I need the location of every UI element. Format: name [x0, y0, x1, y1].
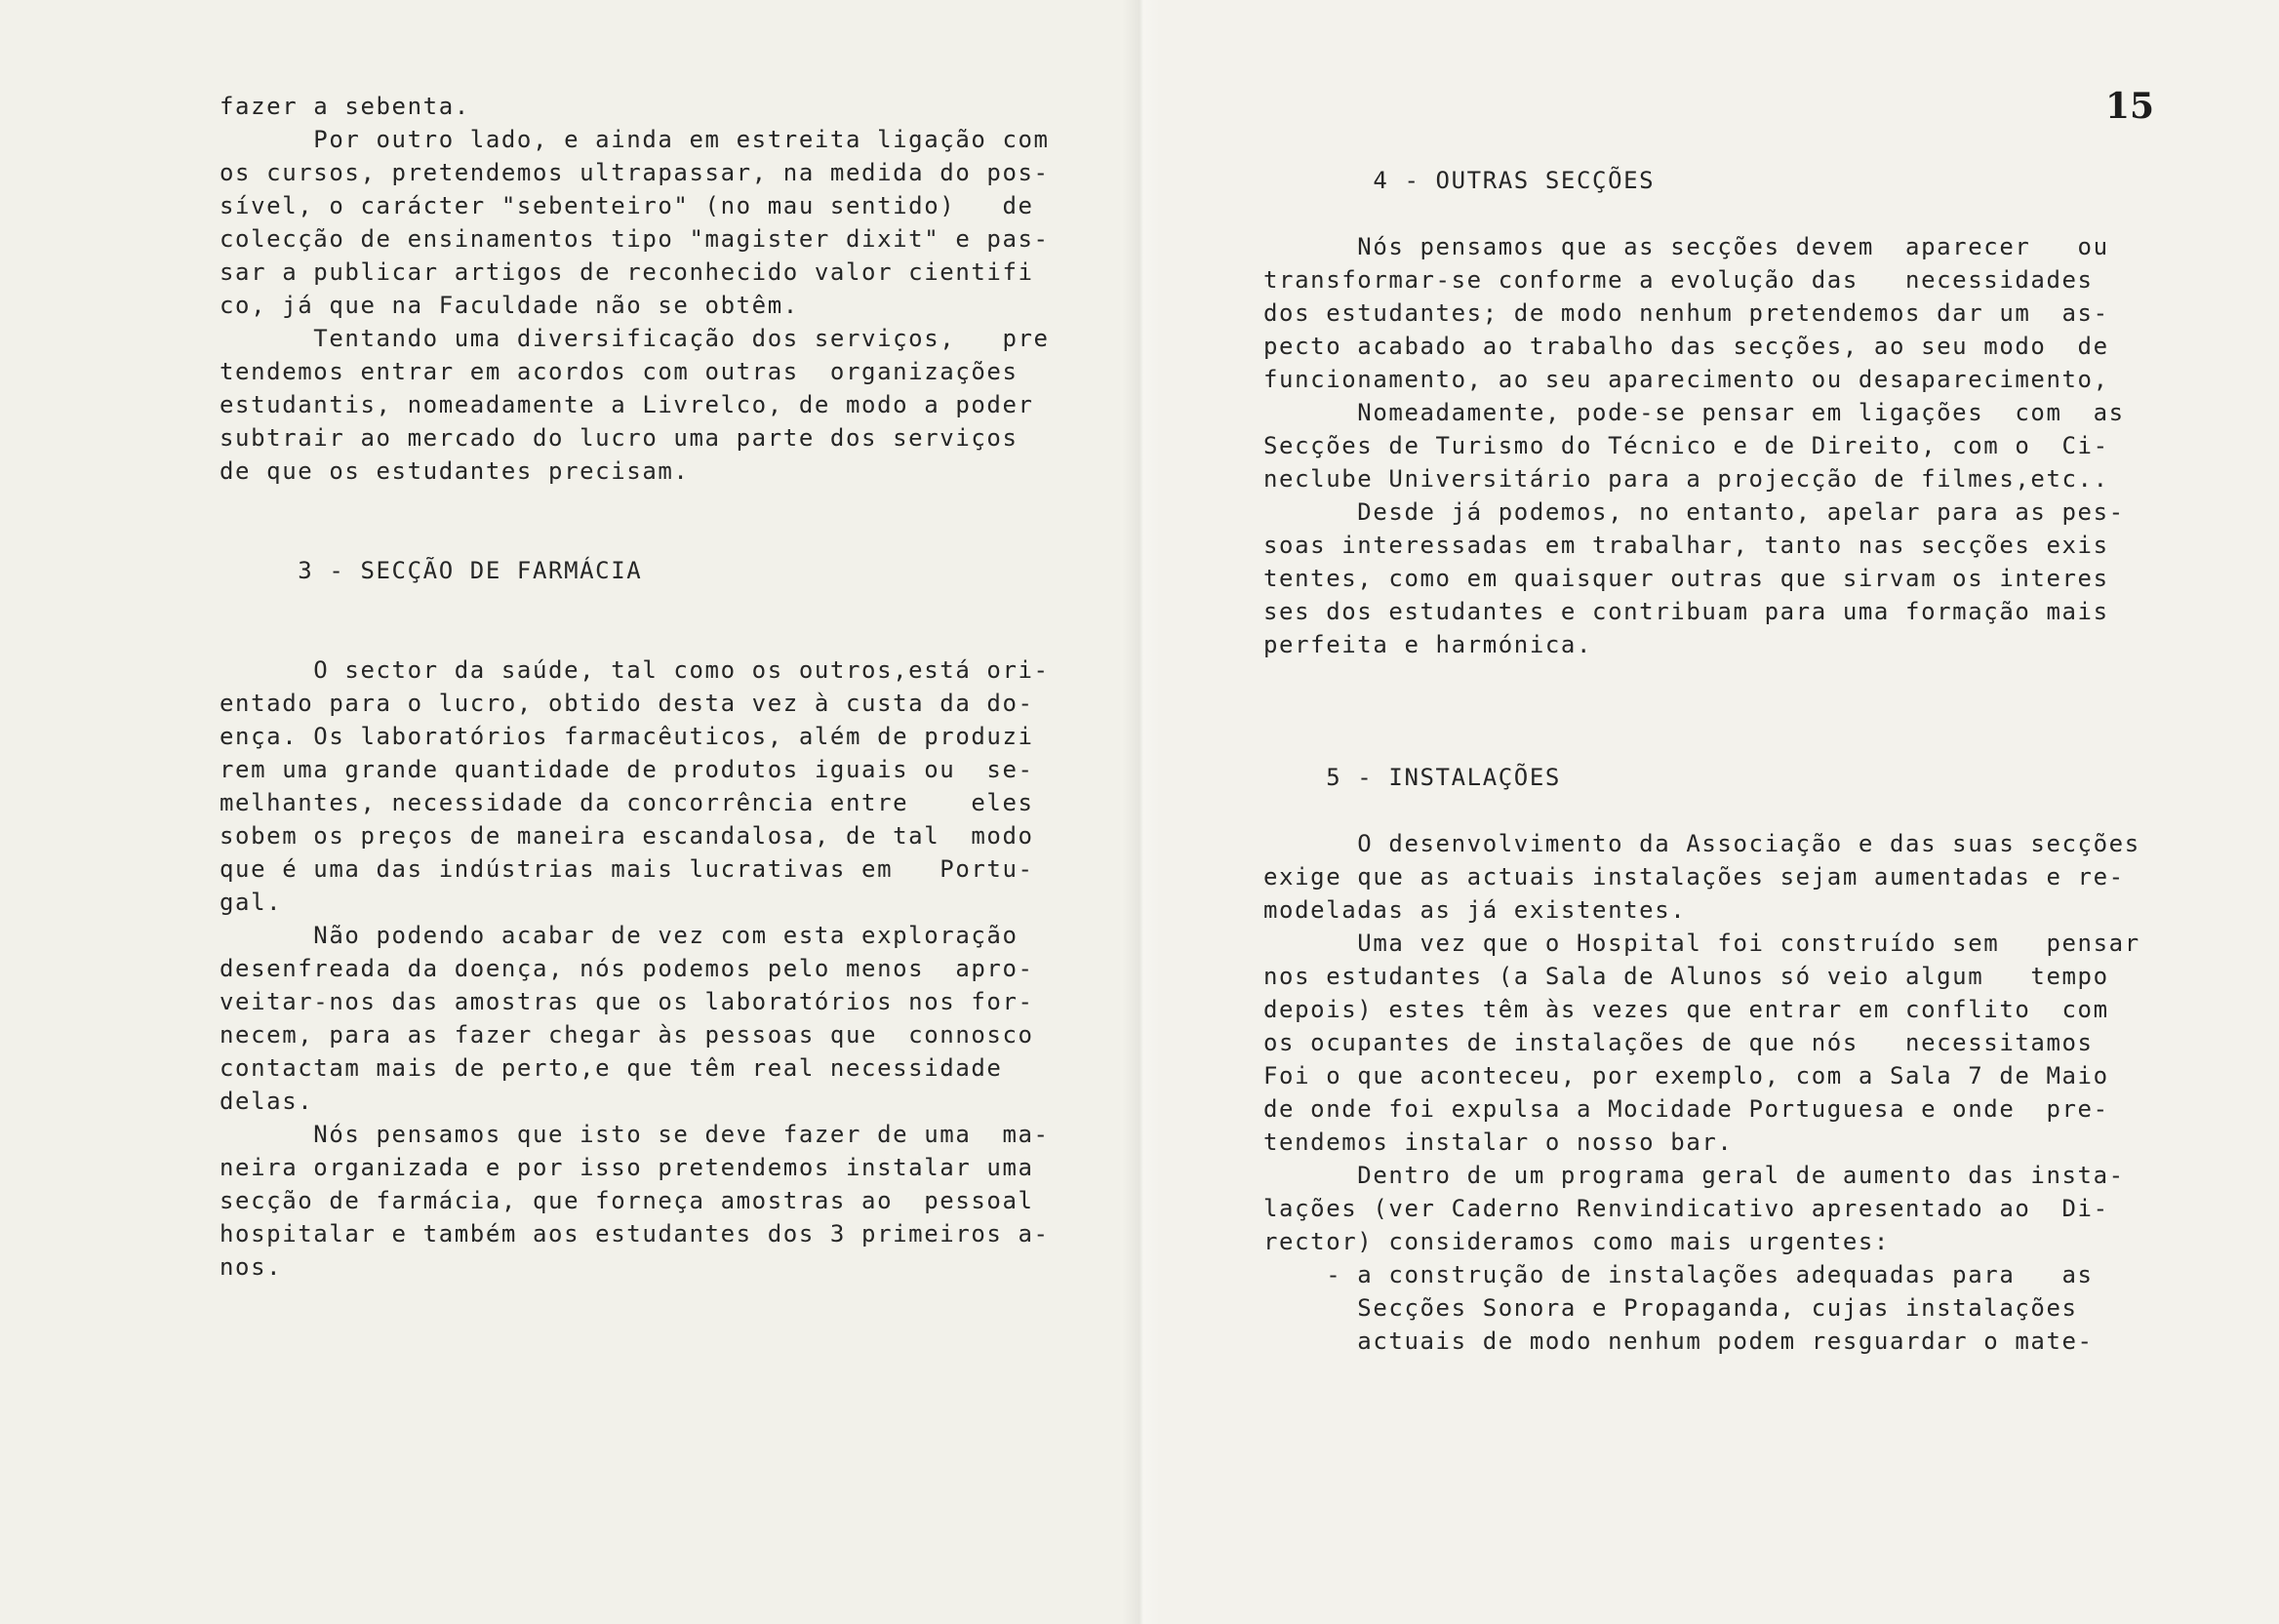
section-3-paragraph-3 — [220, 1118, 1141, 1284]
text-line: transformar-se conforme a evolução das necessidades — [1263, 266, 2094, 294]
text-line: Secções Sonora e Propaganda, cujas instalações — [1263, 1294, 2078, 1322]
text-line: pecto acabado ao trabalho das secções, ao seu modo de — [1263, 333, 2109, 360]
right-page-text — [1263, 164, 2279, 1358]
text-line: modeladas as já existentes. — [1263, 896, 1687, 924]
section-5-heading: 5 - INSTALAÇÕES — [1263, 764, 1561, 791]
text-line: subtrair ao mercado do lucro uma parte dos serviços — [220, 424, 1019, 452]
text-line: ença. Os laboratórios farmacêuticos, além de produzi — [220, 723, 1034, 750]
text-line: O sector da saúde, tal como os outros,está ori- — [220, 656, 1050, 684]
text-line: desenfreada da doença, nós podemos pelo menos apro- — [220, 955, 1034, 982]
text-line: - a construção de instalações adequadas para as — [1263, 1261, 2094, 1288]
text-line: dos estudantes; de modo nenhum pretendemos dar um as- — [1263, 299, 2109, 327]
text-line: neclube Universitário para a projecção de filmes,etc.. — [1263, 465, 2109, 493]
text-line: ses dos estudantes e contribuam para uma formação mais — [1263, 598, 2109, 625]
text-line: entado para o lucro, obtido desta vez à custa da do- — [220, 690, 1034, 717]
text-line: Tentando uma diversificação dos serviços, pre — [220, 325, 1050, 352]
text-line: lações (ver Caderno Renvindicativo apresentado ao Di- — [1263, 1195, 2109, 1222]
page-number: 15 — [2105, 86, 2155, 127]
text-line: gal. — [220, 889, 283, 916]
text-line: os cursos, pretendemos ultrapassar, na medida do pos- — [220, 159, 1050, 186]
text-line: Não podendo acabar de vez com esta exploração — [220, 922, 1019, 949]
section-3-paragraph-1 — [220, 654, 1141, 919]
text-line: funcionamento, ao seu aparecimento ou desaparecimento, — [1263, 366, 2109, 393]
text-line: de que os estudantes precisam. — [220, 457, 690, 485]
text-line: Uma vez que o Hospital foi construído sem pensar — [1263, 930, 2140, 957]
text-line: fazer a sebenta. — [220, 93, 470, 120]
text-line: de onde foi expulsa a Mocidade Portuguesa e onde pre- — [1263, 1095, 2109, 1123]
section-3-heading: 3 - SECÇÃO DE FARMÁCIA — [220, 557, 643, 584]
list-item — [1263, 1258, 2279, 1358]
text-line: hospitalar e também aos estudantes dos 3 primeiros a- — [220, 1220, 1050, 1248]
text-line: colecção de ensinamentos tipo "magister dixit" e pas- — [220, 225, 1050, 253]
text-line: depois) estes têm às vezes que entrar em conflito com — [1263, 996, 2109, 1023]
text-line: nos estudantes (a Sala de Alunos só veio algum tempo — [1263, 963, 2109, 990]
text-line: tentes, como em quaisquer outras que sirvam os interes — [1263, 565, 2109, 592]
section-3-paragraph-2 — [220, 919, 1141, 1118]
text-line: Nós pensamos que as secções devem aparecer ou — [1263, 233, 2109, 260]
text-line: exige que as actuais instalações sejam aumentadas e re- — [1263, 863, 2125, 891]
text-line: sível, o carácter "sebenteiro" (no mau sentido) de — [220, 192, 1034, 219]
text-line: soas interessadas em trabalhar, tanto nas secções exis — [1263, 532, 2109, 559]
text-line: co, já que na Faculdade não se obtêm. — [220, 292, 799, 319]
section-4-paragraph — [1263, 230, 2279, 661]
text-line: Por outro lado, e ainda em estreita ligação com — [220, 126, 1050, 153]
right-page — [1140, 0, 2279, 1624]
section-5-paragraph-1 — [1263, 827, 2279, 927]
section-5-paragraph-2 — [1263, 927, 2279, 1159]
text-line: secção de farmácia, que forneça amostras ao pessoal — [220, 1187, 1034, 1214]
text-line: neira organizada e por isso pretendemos instalar uma — [220, 1154, 1034, 1181]
text-line: O desenvolvimento da Associação e das suas secções — [1263, 830, 2140, 857]
text-line: rector) consideramos como mais urgentes: — [1263, 1228, 1890, 1255]
text-line: perfeita e harmónica. — [1263, 631, 1593, 658]
text-line: melhantes, necessidade da concorrência entre eles — [220, 789, 1034, 816]
text-line: Foi o que aconteceu, por exemplo, com a Sala 7 de Maio — [1263, 1062, 2109, 1089]
text-line: sar a publicar artigos de reconhecido valor cientifi — [220, 258, 1034, 286]
page-fold — [1122, 0, 1161, 1624]
section-4-heading: 4 - OUTRAS SECÇÕES — [1263, 167, 1656, 194]
left-page-text — [220, 90, 1141, 1284]
text-line: necem, para as fazer chegar às pessoas que connosco — [220, 1021, 1034, 1049]
text-line: contactam mais de perto,e que têm real necessidade — [220, 1054, 1003, 1082]
text-line: sobem os preços de maneira escandalosa, de tal modo — [220, 822, 1034, 850]
text-line: estudantis, nomeadamente a Livrelco, de modo a poder — [220, 391, 1034, 418]
text-line: Nomeadamente, pode-se pensar em ligações com as — [1263, 399, 2125, 426]
text-line: veitar-nos das amostras que os laboratórios nos for- — [220, 988, 1034, 1015]
text-line: Dentro de um programa geral de aumento das insta- — [1263, 1162, 2125, 1189]
text-line: Nós pensamos que isto se deve fazer de uma ma- — [220, 1121, 1050, 1148]
text-line: os ocupantes de instalações de que nós necessitamos — [1263, 1029, 2094, 1056]
text-line: Secções de Turismo do Técnico e de Direito, com o Ci- — [1263, 432, 2109, 459]
text-line: nos. — [220, 1253, 283, 1281]
text-line: rem uma grande quantidade de produtos iguais ou se- — [220, 756, 1034, 783]
text-line: tendemos instalar o nosso bar. — [1263, 1129, 1734, 1156]
text-line: actuais de modo nenhum podem resguardar o mate- — [1263, 1327, 2094, 1355]
text-line: delas. — [220, 1088, 314, 1115]
text-line: que é uma das indústrias mais lucrativas em Portu- — [220, 855, 1034, 883]
text-line: tendemos entrar em acordos com outras organizações — [220, 358, 1019, 385]
intro-paragraph — [220, 90, 1141, 488]
section-5-paragraph-3 — [1263, 1159, 2279, 1258]
text-line: Desde já podemos, no entanto, apelar para as pes- — [1263, 498, 2125, 526]
